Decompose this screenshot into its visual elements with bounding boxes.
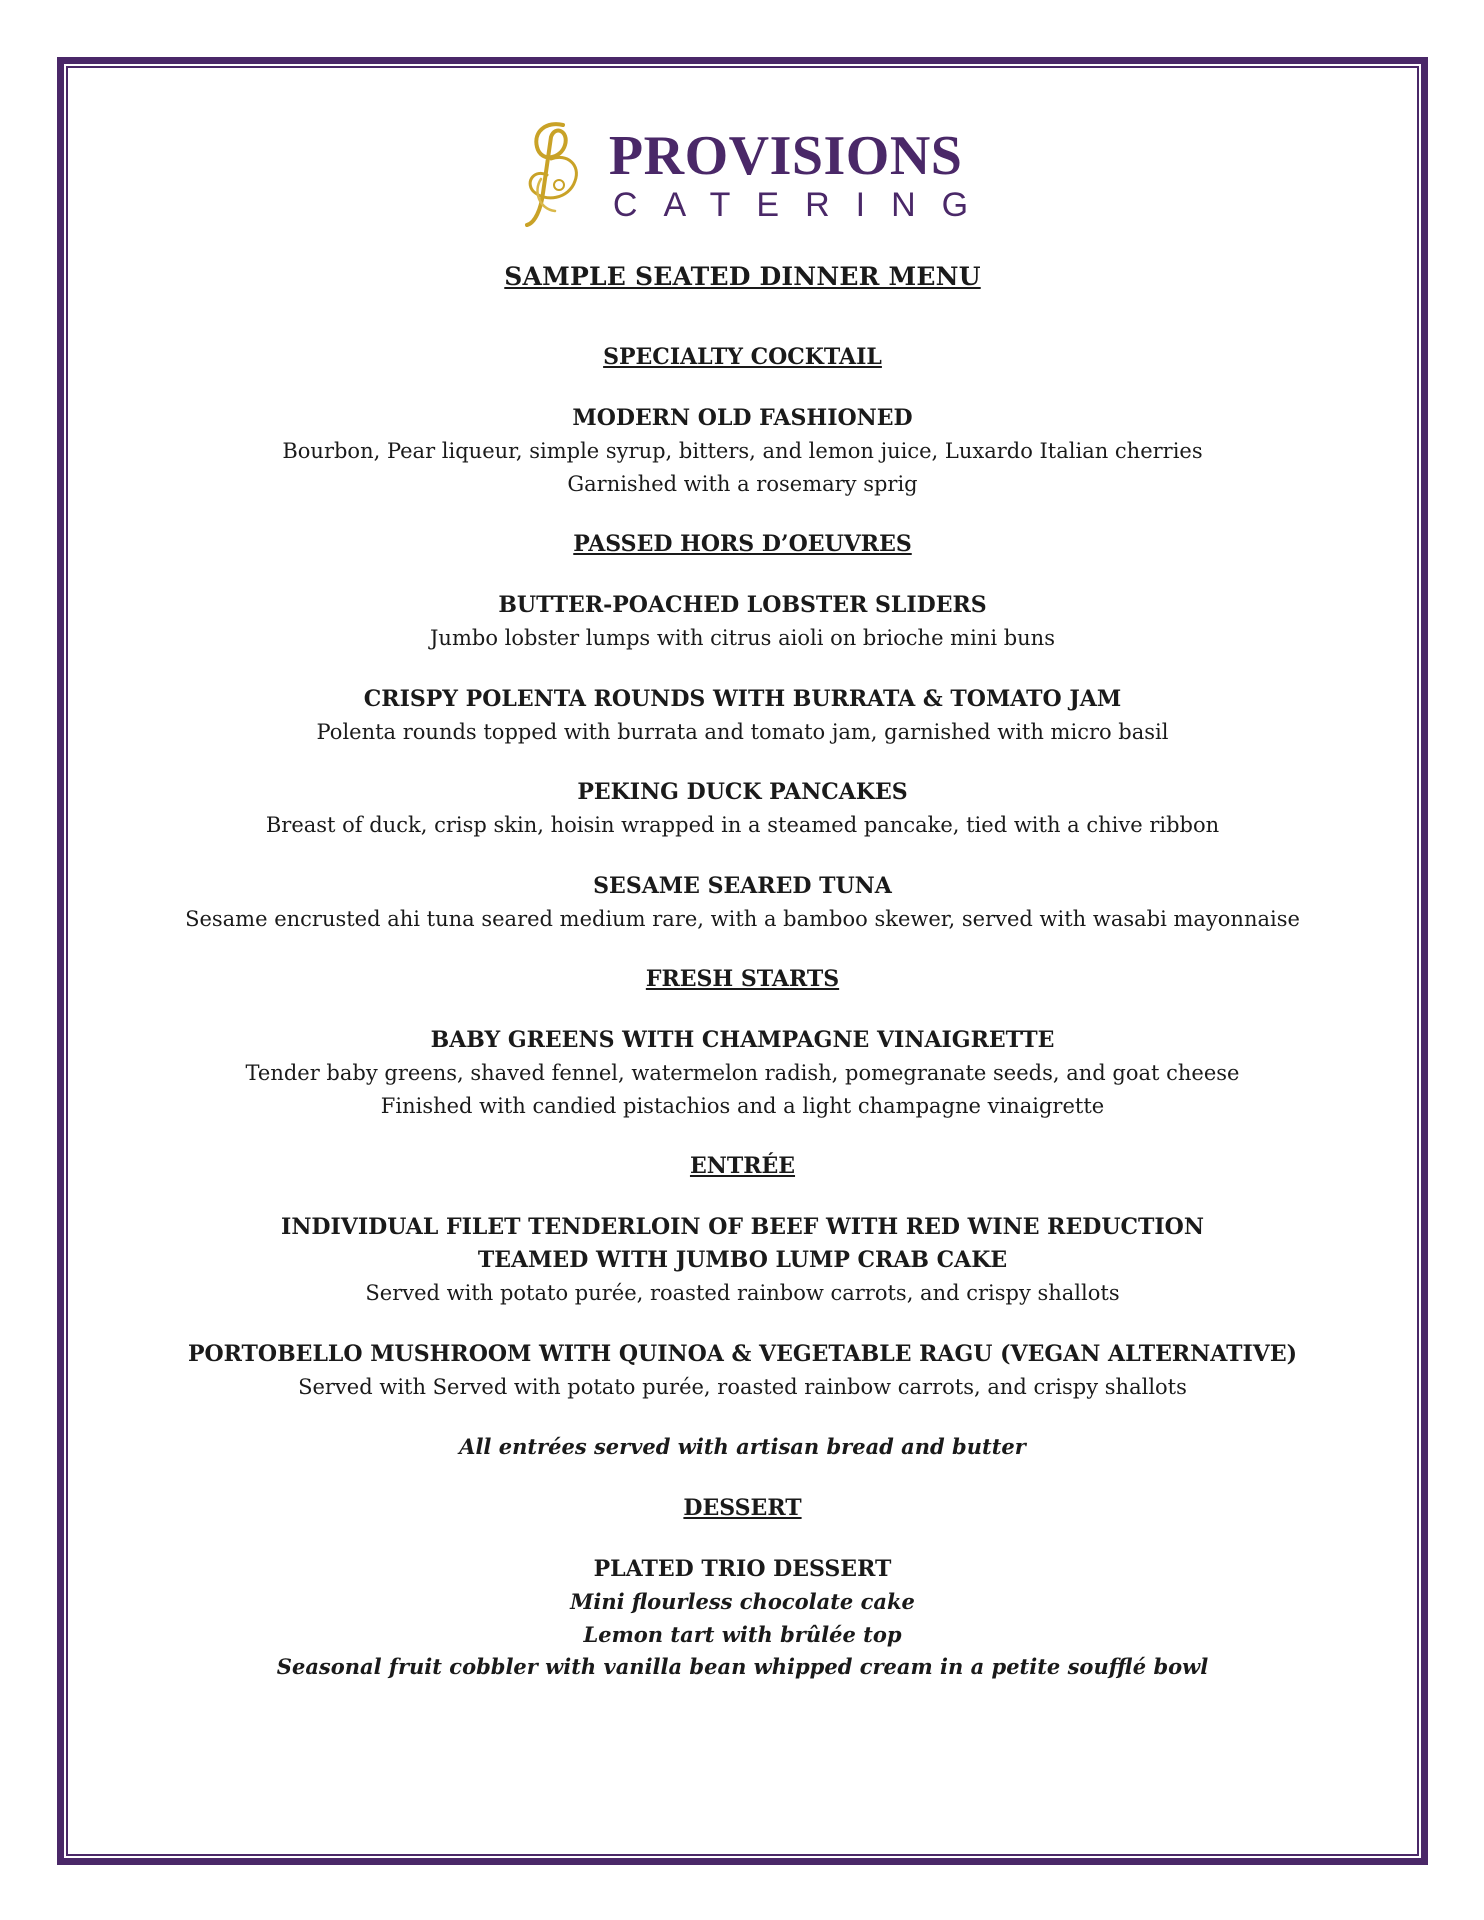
menu-item-desc: Mini flourless chocolate cake bbox=[570, 1589, 915, 1615]
brand-wordmark bbox=[608, 125, 995, 224]
entree-note: All entrées served with artisan bread and butter bbox=[459, 1434, 1026, 1460]
section-heading-dessert: DESSERT bbox=[683, 1495, 802, 1522]
menu-item-desc: Seasonal fruit cobbler with vanilla bean whipped cream in a petite soufflé bowl bbox=[276, 1654, 1209, 1680]
menu-item-name: BUTTER-POACHED LOBSTER SLIDERS bbox=[498, 592, 987, 619]
menu-item-desc: Finished with candied pistachios and a light champagne vinaigrette bbox=[380, 1093, 1105, 1118]
section-heading-cocktail: SPECIALTY COCKTAIL bbox=[603, 344, 882, 370]
menu-item-desc: Served with Served with potato purée, roasted rainbow carrots, and crispy shallots bbox=[298, 1374, 1187, 1399]
menu-item-name: PLATED TRIO DESSERT bbox=[593, 1556, 892, 1583]
menu-item-desc: Breast of duck, crisp skin, hoisin wrapped in a steamed pancake, tied with a chive ribbon bbox=[265, 813, 1220, 838]
menu-item-name: PORTOBELLO MUSHROOM WITH QUINOA & VEGETABLE RAGU (VEGAN ALTERNATIVE) bbox=[187, 1340, 1298, 1367]
menu-item-name: PEKING DUCK PANCAKES bbox=[577, 779, 908, 806]
section-heading-fresh-starts: FRESH STARTS bbox=[645, 966, 840, 993]
brand-name-top: PROVISIONS bbox=[608, 125, 963, 187]
menu-item-name: BABY GREENS WITH CHAMPAGNE VINAIGRETTE bbox=[430, 1027, 1055, 1054]
menu-item-desc: Jumbo lobster lumps with citrus aioli on brioche mini buns bbox=[430, 626, 1055, 651]
menu-item-desc: Sesame encrusted ahi tuna seared medium rare, with a bamboo skewer, served with wasabi mayonnaise bbox=[185, 906, 1300, 931]
menu-item-name: SESAME SEARED TUNA bbox=[593, 872, 892, 899]
menu-item-desc: Bourbon, Pear liqueur, simple syrup, bitters, and lemon juice, Luxardo Italian cherries bbox=[282, 439, 1203, 463]
section-heading-hors-doeuvres: PASSED HORS D’OEUVRES bbox=[573, 531, 912, 558]
brand-logo bbox=[100, 110, 1415, 240]
page-title: SAMPLE SEATED DINNER MENU bbox=[504, 262, 981, 291]
menu-item-desc: Garnished with a rosemary sprig bbox=[567, 471, 918, 496]
menu-item-name: CRISPY POLENTA ROUNDS WITH BURRATA & TOMATO JAM bbox=[363, 685, 1122, 712]
menu-item-desc: Lemon tart with brûlée top bbox=[583, 1621, 902, 1647]
menu-item-name: INDIVIDUAL FILET TENDERLOIN OF BEEF WITH RED WINE REDUCTION bbox=[281, 1214, 1204, 1241]
section-heading-entree: ENTRÉE bbox=[689, 1153, 796, 1180]
menu-item-desc: Tender baby greens, shaved fennel, watermelon radish, pomegranate seeds, and goat cheese bbox=[245, 1061, 1240, 1086]
menu-item-desc: Polenta rounds topped with burrata and tomato jam, garnished with micro basil bbox=[316, 719, 1169, 744]
menu-item-desc: Served with potato purée, roasted rainbow carrots, and crispy shallots bbox=[365, 1281, 1120, 1306]
brand-name-bottom: CATERING bbox=[612, 186, 995, 224]
menu-item-name: MODERN OLD FASHIONED bbox=[572, 405, 913, 431]
script-p-monogram-icon bbox=[521, 119, 589, 231]
menu-item-name: TEAMED WITH JUMBO LUMP CRAB CAKE bbox=[477, 1247, 1008, 1274]
menu-content bbox=[70, 110, 1415, 1684]
